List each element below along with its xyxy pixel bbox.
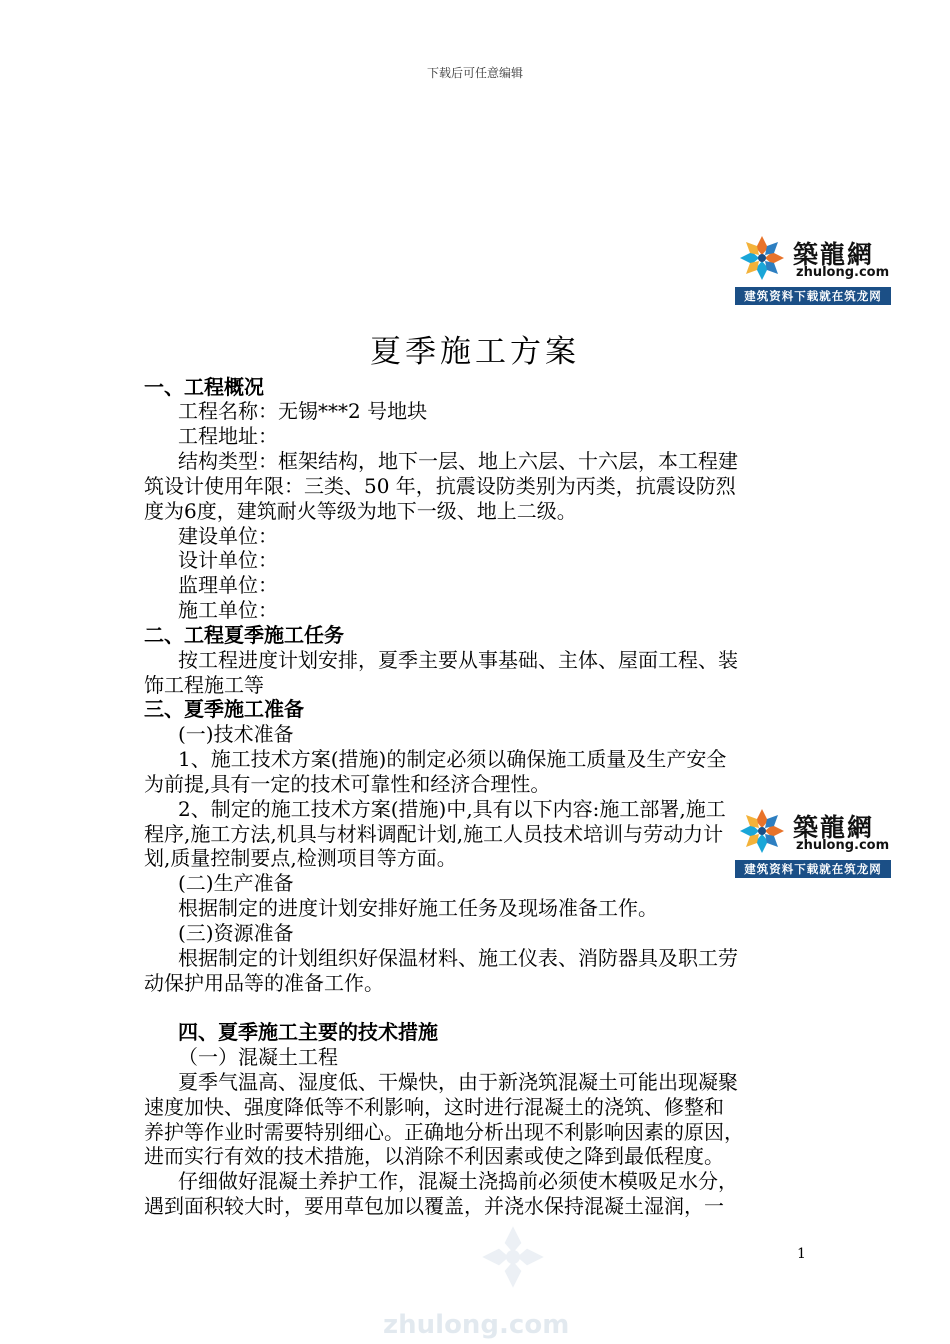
body-line: 饰工程施工等 [144, 673, 264, 697]
body-line: 划,质量控制要点,检测项目等方面。 [144, 846, 457, 870]
body-line: 结构类型：框架结构，地下一层、地上六层、十六层，本工程建 [178, 449, 738, 473]
body-line: 监理单位： [178, 573, 278, 597]
logo-tagline: 建筑资料下载就在筑龙网 [735, 287, 891, 305]
subsection-heading: (一)技术准备 [178, 722, 294, 746]
body-line: 设计单位： [178, 548, 278, 572]
subsection-heading: (三)资源准备 [178, 921, 294, 945]
watermark-mark-icon [478, 1222, 548, 1292]
body-line: 按工程进度计划安排，夏季主要从事基础、主体、屋面工程、装 [178, 648, 738, 672]
body-line: 施工单位： [178, 598, 278, 622]
logo-chinese-name: 築龍網 [793, 240, 875, 269]
logo-domain: zhulong.com [796, 265, 890, 280]
page-header: 下载后可任意编辑 [426, 66, 523, 80]
zhulong-mark-icon [737, 233, 787, 283]
body-line: 根据制定的进度计划安排好施工任务及现场准备工作。 [178, 896, 658, 920]
zhulong-logo [733, 229, 893, 309]
zhulong-logo-overlay [733, 802, 893, 882]
body-line: 度为6度，建筑耐火等级为地下一级、地上二级。 [144, 499, 577, 523]
body-line: 遇到面积较大时，要用草包加以覆盖，并浇水保持混凝土湿润，一 [144, 1194, 724, 1218]
body-line: 为前提,具有一定的技术可靠性和经济合理性。 [144, 772, 551, 796]
document-title: 夏季施工方案 [370, 334, 580, 370]
logo-chinese-name: 築龍網 [793, 813, 875, 842]
body-line: 夏季气温高、湿度低、干燥快，由于新浇筑混凝土可能出现凝聚 [178, 1070, 738, 1094]
body-line: 筑设计使用年限：三类、50 年，抗震设防类别为丙类，抗震设防烈 [144, 474, 736, 498]
body-line: 速度加快、强度降低等不利影响，这时进行混凝土的浇筑、修整和 [144, 1095, 724, 1119]
body-line: 建设单位： [178, 524, 278, 548]
body-line: 工程名称：无锡***2 号地块 [178, 399, 428, 423]
section-heading: 一、工程概况 [144, 375, 264, 399]
body-line: 根据制定的计划组织好保温材料、施工仪表、消防器具及职工劳 [178, 946, 738, 970]
section-heading: 二、工程夏季施工任务 [144, 623, 344, 647]
section-heading: 三、夏季施工准备 [144, 697, 304, 721]
logo-domain: zhulong.com [796, 838, 890, 853]
zhulong-mark-icon [737, 806, 787, 856]
body-line: 进而实行有效的技术措施，以消除不利因素或使之降到最低程度。 [144, 1144, 724, 1168]
body-line: 养护等作业时需要特别细心。正确地分析出现不利影响因素的原因， [144, 1120, 744, 1144]
subsection-heading: (二)生产准备 [178, 871, 294, 895]
page-number: 1 [797, 1246, 806, 1262]
body-line: 工程地址： [178, 424, 278, 448]
body-line: 仔细做好混凝土养护工作，混凝土浇捣前必须使木模吸足水分， [178, 1169, 738, 1193]
section-heading: 四、夏季施工主要的技术措施 [178, 1020, 438, 1044]
body-line: 动保护用品等的准备工作。 [144, 971, 384, 995]
subsection-heading: （一）混凝土工程 [178, 1045, 338, 1069]
body-line: 1、施工技术方案(措施)的制定必须以确保施工质量及生产安全 [178, 747, 727, 771]
watermark-text: zhulong.com [383, 1310, 570, 1340]
body-line: 2、制定的施工技术方案(措施)中,具有以下内容:施工部署,施工 [178, 797, 726, 821]
logo-tagline: 建筑资料下载就在筑龙网 [735, 860, 891, 878]
body-line: 程序,施工方法,机具与材料调配计划,施工人员技术培训与劳动力计 [144, 822, 724, 846]
